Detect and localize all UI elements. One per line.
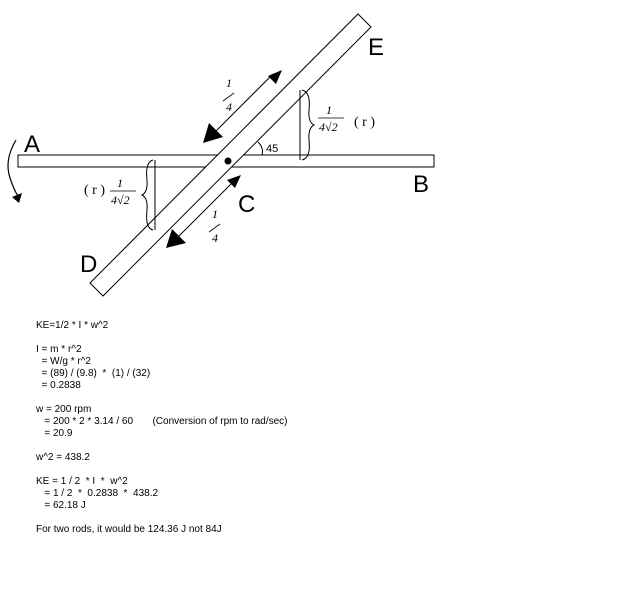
r-left-den: 4√2 (111, 193, 130, 207)
quarter-top-num: 1 (226, 76, 232, 90)
quarter-bottom-den: 4 (212, 231, 218, 245)
r-left-label: ( r ) (84, 183, 105, 198)
ke-line-3: = 62.18 J (36, 500, 86, 511)
label-a: A (24, 131, 41, 158)
quarter-top-den: 4 (226, 100, 232, 114)
ke-formula: KE=1/2 * I * w^2 (36, 320, 109, 331)
label-e: E (368, 34, 385, 61)
ke-line-1: KE = 1 / 2 * I * w^2 (36, 476, 128, 487)
r-top-num: 1 (326, 103, 332, 117)
omega-squared: w^2 = 438.2 (36, 452, 90, 463)
angle-arc (258, 142, 263, 155)
inertia-line-3: = (89) / (9.8) * (1) / (32) (36, 368, 151, 379)
inertia-line-1: I = m * r^2 (36, 344, 82, 355)
r-top-label: ( r ) (354, 115, 375, 130)
omega-line-3: = 20.9 (36, 428, 73, 439)
upper-quarter-arrowhead-top-icon (268, 70, 282, 84)
quarter-bottom-num: 1 (212, 207, 218, 221)
upper-quarter-arrowhead-bottom-icon (203, 123, 223, 143)
inertia-line-2: = W/g * r^2 (36, 356, 91, 367)
omega-line-1: w = 200 rpm (36, 404, 92, 415)
calculation-text (36, 320, 596, 536)
label-c: C (238, 191, 256, 218)
label-d: D (80, 251, 98, 278)
right-brace (302, 90, 314, 160)
r-top-den: 4√2 (319, 120, 338, 134)
inertia-line-4: = 0.2838 (36, 380, 81, 391)
r-left-num: 1 (117, 176, 123, 190)
left-brace (142, 160, 153, 230)
label-b: B (413, 171, 430, 198)
ke-line-2: = 1 / 2 * 0.2838 * 438.2 (36, 488, 159, 499)
conclusion: For two rods, it would be 124.36 J not 84J (36, 524, 222, 535)
omega-line-2: = 200 * 2 * 3.14 / 60 (Conversion of rpm to rad/sec) (36, 416, 288, 427)
pivot-point (225, 158, 232, 165)
rotation-arrow-icon (8, 140, 18, 196)
angle-label: 45 (266, 143, 279, 155)
